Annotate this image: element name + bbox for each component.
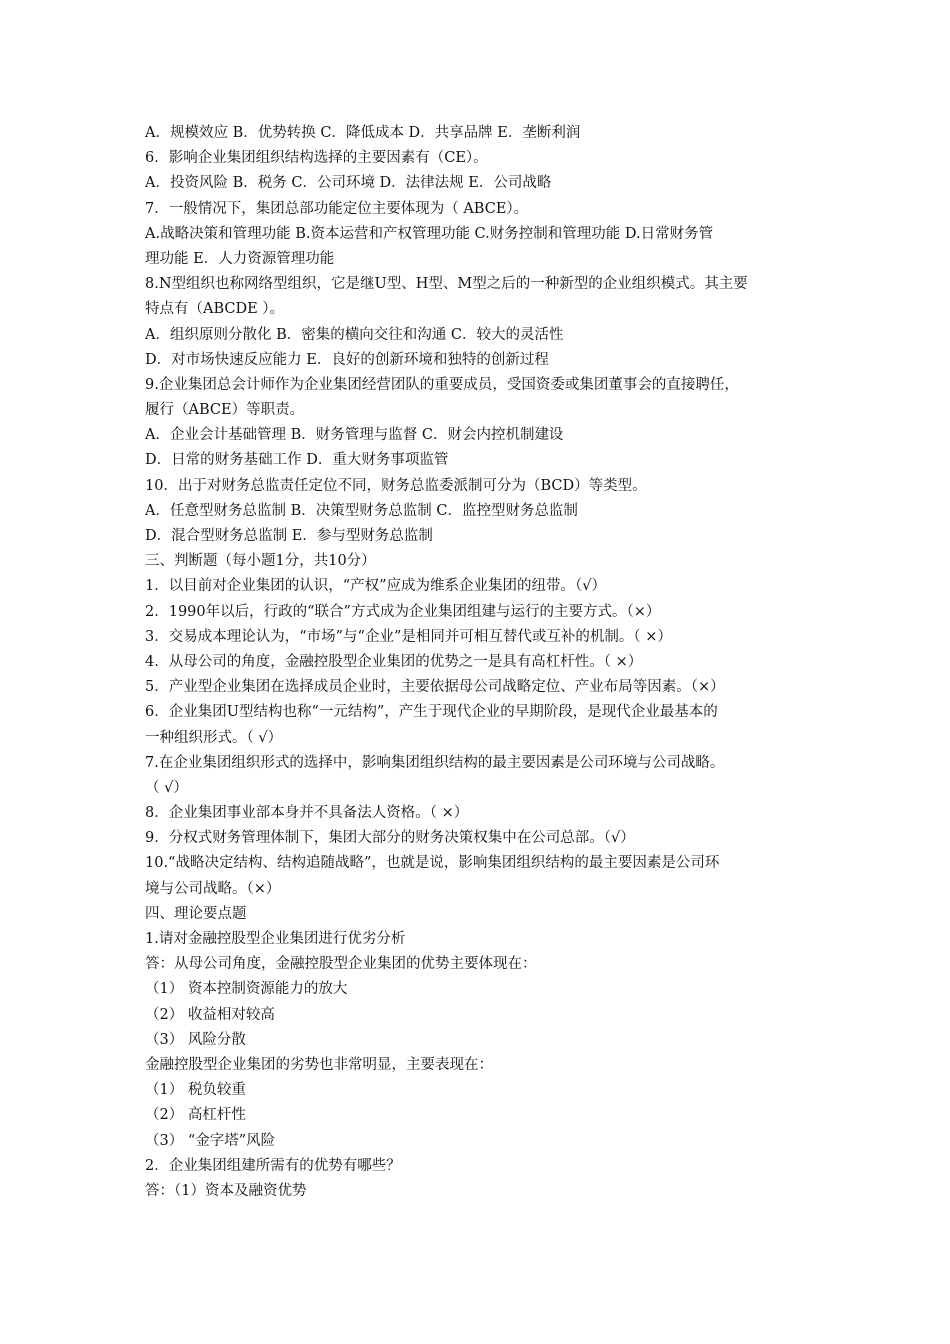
answer-line: （2） 高杠杆性 [145, 1107, 246, 1124]
question-line: 1.请对金融控股型企业集团进行优劣分析 [145, 931, 406, 947]
question-line: 2．企业集团组建所需有的优势有哪些？ [145, 1157, 401, 1174]
question-line: 6．影响企业集团组织结构选择的主要因素有（CE）。 [145, 150, 488, 167]
answer-line: 答：（1）资本及融资优势 [145, 1182, 307, 1199]
question-line: 9.企业集团总会计师作为企业集团经营团队的重要成员，受国资委或集团董事会的直接聘任， [145, 376, 739, 393]
question-line: 8.N型组织也称网络型组织，它是继U型、H型、M型之后的一种新型的企业组织模式。其主要 [145, 276, 748, 293]
judgment-line: 一种组织形式。（ √） [145, 729, 283, 746]
answer-line: （1） 税负较重 [145, 1082, 246, 1099]
answer-line: （2） 收益相对较高 [145, 1006, 275, 1023]
option-line: D．日常的财务基础工作 D．重大财务事项监管 [145, 452, 449, 469]
judgment-line: 2．1990年以后，行政的“联合”方式成为企业集团组建与运行的主要方式。（×） [145, 603, 661, 620]
judgment-line: 8．企业集团事业部本身并不具备法人资格。（ ×） [145, 805, 469, 822]
option-line: A．组织原则分散化 B．密集的横向交往和沟通 C．较大的灵活性 [145, 326, 564, 343]
judgment-line: 6．企业集团U型结构也称“一元结构”，产生于现代企业的早期阶段，是现代企业最基本的 [145, 704, 718, 721]
answer-line: （3） “金字塔”风险 [145, 1132, 276, 1149]
document-body [145, 121, 813, 1204]
option-line: D．对市场快速反应能力 E．良好的创新环境和独特的创新过程 [145, 351, 549, 368]
section-heading: 四、理论要点题 [145, 905, 247, 922]
question-line: 特点有（ABCDE ）。 [145, 301, 285, 318]
judgment-line: 境与公司战略。（×） [145, 880, 281, 897]
judgment-line: 4．从母公司的角度，金融控股型企业集团的优势之一是具有高杠杆性。（ ×） [145, 653, 643, 670]
option-line: D．混合型财务总监制 E．参与型财务总监制 [145, 528, 433, 544]
option-line: A．规模效应 B．优势转换 C．降低成本 D．共享品牌 E．垄断利润 [145, 125, 581, 141]
answer-line: 答：从母公司角度，金融控股型企业集团的优势主要体现在： [145, 956, 537, 973]
option-line: A.战略决策和管理功能 B.资本运营和产权管理功能 C.财务控制和管理功能 D.日常财务管 [145, 225, 714, 242]
judgment-line: 10.“战略决定结构、结构追随战略”，也就是说，影响集团组织结构的最主要因素是公司环 [145, 855, 720, 872]
judgment-line: 5．产业型企业集团在选择成员企业时，主要依据母公司战略定位、产业布局等因素。（×） [145, 679, 725, 696]
judgment-line: 1．以目前对企业集团的认识，“产权”应成为维系企业集团的纽带。（√） [145, 578, 607, 595]
question-line: 7．一般情况下，集团总部功能定位主要体现为（ ABCE）。 [145, 200, 529, 217]
question-line: 10．出于对财务总监责任定位不同，财务总监委派制可分为（BCD）等类型。 [145, 477, 647, 494]
option-line: A．投资风险 B．税务 C．公司环境 D．法律法规 E．公司战略 [145, 175, 552, 192]
answer-line: 金融控股型企业集团的劣势也非常明显，主要表现在： [145, 1056, 493, 1073]
judgment-line: 9．分权式财务管理体制下，集团大部分的财务决策权集中在公司总部。（√） [145, 830, 635, 847]
answer-line: （3） 风险分散 [145, 1031, 246, 1048]
option-line: A．企业会计基础管理 B．财务管理与监督 C．财会内控机制建设 [145, 427, 564, 444]
question-line: 履行（ABCE）等职责。 [145, 402, 305, 419]
judgment-line: （ √） [145, 779, 188, 796]
answer-line: （1） 资本控制资源能力的放大 [145, 981, 348, 998]
option-line: A．任意型财务总监制 B．决策型财务总监制 C．监控型财务总监制 [145, 502, 578, 519]
section-heading: 三、判断题（每小题1分，共10分） [145, 553, 376, 570]
option-line: 理功能 E．人力资源管理功能 [145, 250, 335, 267]
judgment-line: 7.在企业集团组织形式的选择中，影响集团组织结构的最主要因素是公司环境与公司战略。 [145, 754, 725, 771]
judgment-line: 3．交易成本理论认为，“市场”与“企业”是相同并可相互替代或互补的机制。（ ×） [145, 628, 672, 645]
